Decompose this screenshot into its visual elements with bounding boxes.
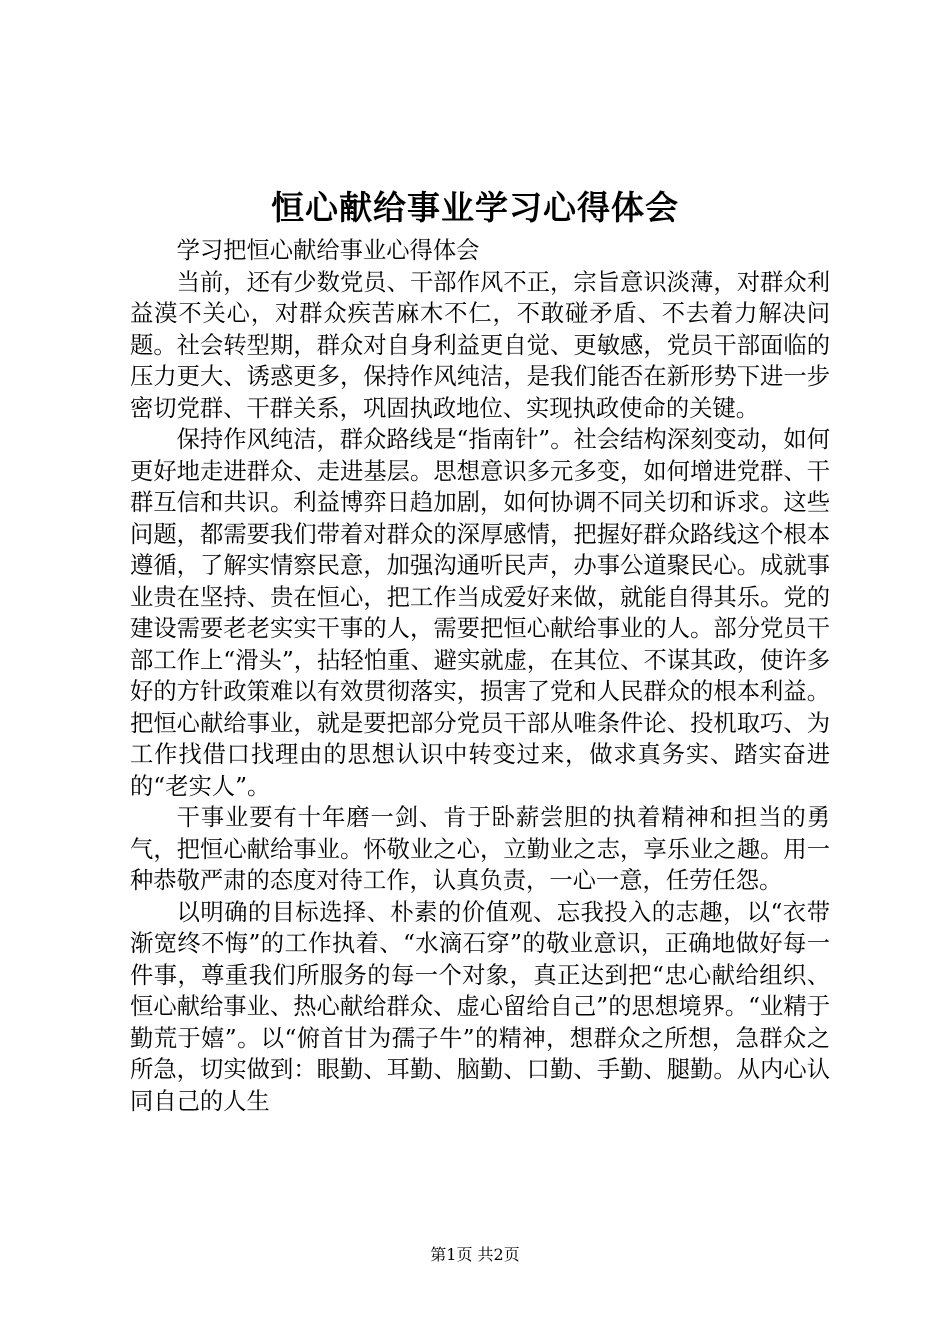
document-title: 恒心献给事业学习心得体会: [271, 188, 679, 227]
paragraph: 当前，还有少数党员、干部作风不正，宗旨意识淡薄，对群众利益漠不关心，对群众疾苦麻木不仁，不敢碰矛盾、不去着力解决问题。社会转型期，群众对自身利益更自觉、更敏感，党员干部面临的压力更大、诱惑更多，保持作风纯洁，是我们能否在新形势下进一步密切党群、干群关系，巩固执政地位、实现执政使命的关键。: [130, 268, 830, 422]
document-body: [130, 235, 830, 1117]
paragraph: 保持作风纯洁，群众路线是“指南针”。社会结构深刻变动，如何更好地走进群众、走进基层。思想意识多元多变，如何增进党群、干群互信和共识。利益博弈日趋加剧，如何协调不同关切和诉求。这些问题，都需要我们带着对群众的深厚感情，把握好群众路线这个根本遵循，了解实情察民意，加强沟通听民声，办事公道聚民心。成就事业贵在坚持、贵在恒心，把工作当成爱好来做，就能自得其乐。党的建设需要老老实实干事的人，需要把恒心献给事业的人。部分党员干部工作上“滑头”，拈轻怕重、避实就虚，在其位、不谋其政，使许多好的方针政策难以有效贯彻落实，损害了党和人民群众的根本利益。把恒心献给事业，就是要把部分党员干部从唯条件论、投机取巧、为工作找借口找理由的思想认识中转变过来，做求真务实、踏实奋进的“老实人”。: [130, 426, 830, 800]
paragraph-subtitle: 学习把恒心献给事业心得体会: [176, 237, 480, 264]
paragraph: 以明确的目标选择、朴素的价值观、忘我投入的志趣，以“衣带渐宽终不悔”的工作执着、“水滴石穿”的敬业意识，正确地做好每一件事，尊重我们所服务的每一个对象，真正达到把“忠心献给组织、恒心献给事业、热心献给群众、虚心留给自己”的思想境界。“业精于勤荒于嬉”。以“俯首甘为孺子牛”的精神，想群众之所想，急群众之所急，切实做到：眼勤、耳勤、脑勤、口勤、手勤、腿勤。从内心认同自己的人生: [130, 898, 830, 1115]
paragraph: 干事业要有十年磨一剑、肯于卧薪尝胆的执着精神和担当的勇气，把恒心献给事业。怀敬业之心，立勤业之志，享乐业之趣。用一种恭敬严肃的态度对待工作，认真负责，一心一意，任劳任怨。: [130, 804, 830, 894]
page-number-footer: 第1页 共2页: [430, 1245, 520, 1264]
